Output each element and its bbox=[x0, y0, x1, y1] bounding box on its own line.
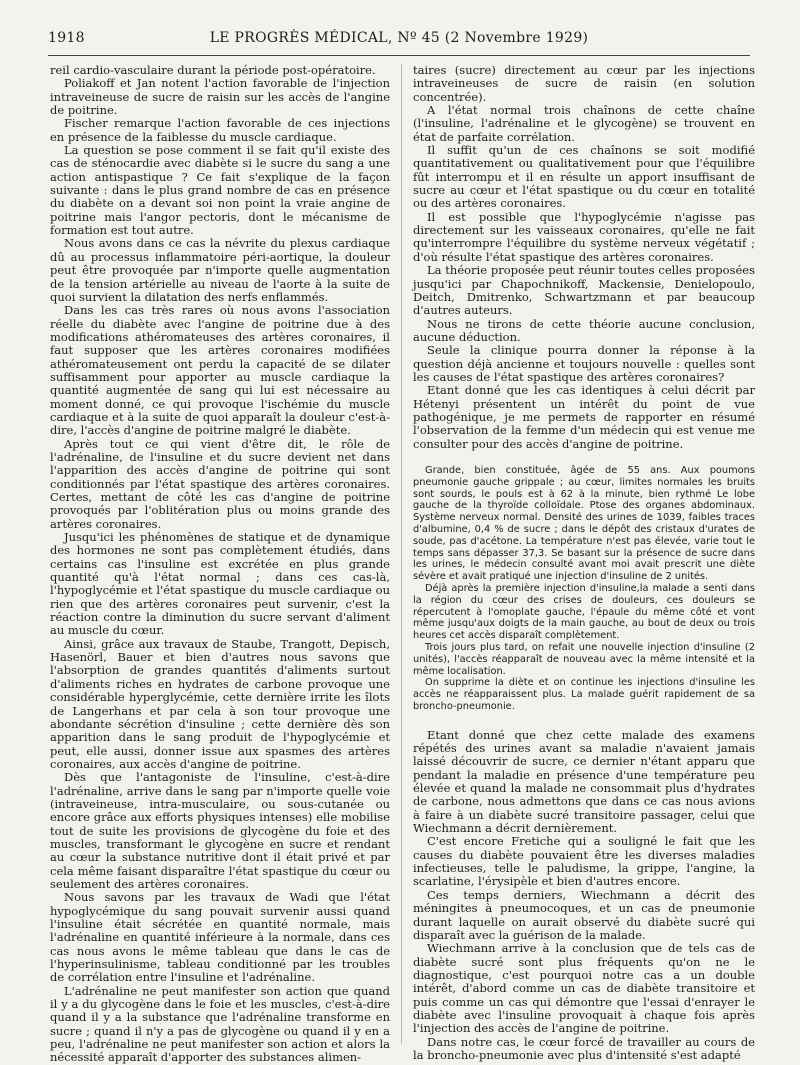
paragraph: Etant donné que chez cette malade des examens répétés des urines avant sa maladie n'avaient jamais laissé découvrir de sucre, ce dernier n'étant apparu que pendant la maladie en présence d'une température peu élevée et quand la malade ne consommait plus d'hydrates de carbone, nous admettons que dans ce cas nous avions à faire à un diabète sucré transitoire passager, celui que Wiechmann a décrit dernièrement. bbox=[413, 727, 755, 836]
paragraph: Dès que l'antagoniste de l'insuline, c'est-à-dire l'adrénaline, arrive dans le sang par n'importe quelle voie (intraveineuse, intra-musculaire, ou sous-cutanée ou encore grâce aux efforts physiques intenses) elle mobilise tout de suite les provisions de glycogène du foie et des muscles, transformant le glycogène en sucre et rendant au cœur la substance nutritive dont il était privé et par cela même faisant disparaître l'état spastique du cœur ou seulement des artères coronaires. bbox=[50, 770, 390, 891]
paragraph: Dans les cas très rares où nous avons l'association réelle du diabète avec l'angine de poitrine due à des modifications athéromateuses des artères coronaires, il faut supposer que les artères coronaires modifiées athéromateusement ont perdu la capacité de se dilater suffisamment pour apporter au muscle cardiaque la quantité augmentée de sang qui lui est nécessaire au moment donné, ce qui provoque l'ischémie du muscle cardiaque et à la suite de quoi apparaît la douleur c'est-à-dire, l'accès d'angine de poitrine malgré le diabète. bbox=[50, 303, 390, 438]
paragraph: Fischer remarque l'action favorable de ces injections en présence de la faiblesse du muscle cardiaque. bbox=[50, 116, 390, 144]
paragraph: Il suffit qu'un de ces chaînons se soit modifié quantitativement ou qualitativement pour que l'équilibre fût interrompu et il en résulte un apport insuffisant de sucre au cœur et l'état spastique ou du cœur en totalité ou des artères coronaires. bbox=[413, 143, 755, 211]
case-observation bbox=[413, 465, 755, 713]
observation-paragraph: Grande, bien constituée, âgée de 55 ans. Aux poumons pneumonie gauche grippale ; au cœur, limites normales les bruits sont sourds, le pouls est à 62 à la minute, bien rythmé Le lobe gauche de la thyroïde colloïdale. Ptose des organes abdominaux. Système nerveux normal. Densité des urines de 1039, faibles traces d'albumine, 0,4 % de sucre ; dans le dépôt des cristaux d'urates de soude, pas d'acétone. La température n'est pas élevée, varie tout le temps sans dépasser 37,3. Se basant sur la présence de sucre dans les urines, le médecin consulté avant moi avait prescrit une diète sévère et avait pratiqué une injection d'insuline de 2 unités. bbox=[413, 464, 755, 583]
paragraph: Il est possible que l'hypoglycémie n'agisse pas directement sur les vaisseaux coronaires, qu'elle ne fait qu'interrompre l'équilibre du système nerveux végétatif ; d'où résulte l'état spastique des artères coronaires. bbox=[413, 209, 755, 264]
paragraph: L'adrénaline ne peut manifester son action que quand il y a du glycogène dans le foie et les muscles, c'est-à-dire quand il y a la substance que l'adrénaline transforme en sucre ; quand il n'y a pas de glycogène ou quand il y en a peu, l'adrénaline ne peut manifester son action et alors la nécessité apparaît d'apporter des substances alimen- bbox=[50, 983, 390, 1065]
discussion-section bbox=[413, 729, 755, 1063]
paragraph: La théorie proposée peut réunir toutes celles proposées jusqu'ici par Chapochnikoff, Mackensie, Denielopoulo, Deitch, Dmitrenko, Schwartzmann et par beaucoup d'autres auteurs. bbox=[413, 263, 755, 318]
paragraph: Nous ne tirons de cette théorie aucune conclusion, aucune déduction. bbox=[413, 316, 755, 344]
paragraph: Etant donné que les cas identiques à celui décrit par Hétenyi présentent un intérêt du point de vue pathogénique, je me permets de rapporter en résumé l'observation de la femme d'un médecin qui est venue me consulter pour des accès d'angine de poitrine. bbox=[413, 383, 755, 451]
paragraph: Ces temps derniers, Wiechmann a décrit des méningites à pneumocoques, et un cas de pneumonie durant laquelle on aurait observé du diabète sucré qui disparaît avec la guérison de la malade. bbox=[413, 887, 755, 942]
observation-paragraph: On supprime la diète et on continue les injections d'insuline les accès ne réapparaissent plus. La malade guérit rapidement de sa broncho-pneumonie. bbox=[413, 677, 755, 712]
paragraph: Jusqu'ici les phénomènes de statique et de dynamique des hormones ne sont pas complètement étudiés, dans certains cas l'insuline est excrétée en plus grande quantité qu'à l'état normal ; dans ces cas-là, l'hypoglycémie et l'état spastique du muscle cardiaque ou rien que des artères coronaires peut survenir, c'est la réaction contre la diminution du sucre servant d'aliment au muscle du cœur. bbox=[50, 530, 390, 638]
paragraph: A l'état normal trois chaînons de cette chaîne (l'insuline, l'adrénaline et le glycogène) se trouvent en état de parfaite corrélation. bbox=[413, 103, 755, 144]
column-divider bbox=[401, 64, 402, 1044]
paragraph: Poliakoff et Jan notent l'action favorable de l'injection intraveineuse de sucre de raisin sur les accès de l'angine de poitrine. bbox=[50, 76, 390, 118]
paragraph: Nous savons par les travaux de Wadi que l'état hypoglycémique du sang pouvait survenir aussi quand l'insuline était sécrétée en quantité normale, mais l'adrénaline en quantité inférieure à la normale, dans ces cas nous avons le même tableau que dans le cas de l'hyperinsulinisme, tableau conditionné par les troubles de corrélation entre l'insuline et l'adrénaline. bbox=[50, 890, 390, 985]
paragraph: La question se pose comment il se fait qu'il existe des cas de sténocardie avec diabète si le sucre du sang a une action antispastique ? Ce fait s'explique de la façon suivante : dans le plus grand nombre de cas en présence du diabète on a devant soi non point la vraie angine de poitrine mais l'angor pectoris, dont le mécanisme de formation est tout autre. bbox=[50, 143, 390, 238]
paragraph: Seule la clinique pourra donner la réponse à la question déjà ancienne et toujours nouvelle : quelles sont les causes de l'état spastique des artères coronaires? bbox=[413, 343, 755, 384]
paragraph: Après tout ce qui vient d'être dit, le rôle de l'adrénaline, de l'insuline et du sucre devient net dans l'apparition des accès d'angine de poitrine qui sont conditionnés par l'état spastique des artères coronaires. Certes, mettant de côté les cas d'angine de poitrine provoqués par l'oblitération plus ou moins grande des artères coronaires. bbox=[50, 436, 390, 531]
header-rule bbox=[48, 55, 750, 56]
observation-paragraph: Déjà après la première injection d'insuline,la malade a senti dans la région du cœur des crises de douleurs, ces douleurs se répercutent à l'omoplate gauche, l'épaule du même côté et vont même jusqu'aux doigts de la main gauche, au bout de deux ou trois heures cet accès disparaît complètement. bbox=[413, 582, 755, 642]
page-number: 1918 bbox=[48, 30, 85, 46]
running-title: LE PROGRÈS MÉDICAL, Nº 45 (2 Novembre 1929) bbox=[209, 30, 589, 46]
paragraph: C'est encore Fretiche qui a souligné le fait que les causes du diabète pouvaient être les diverses maladies infectieuses, telle le paludisme, la grippe, l'angine, la scarlatine, l'érysipèle et bien d'autres encore. bbox=[413, 834, 755, 889]
paragraph: Wiechmann arrive à la conclusion que de tels cas de diabète sucré sont plus fréquents qu'on ne le diagnostique, c'est pourquoi notre cas a un double intérêt, d'abord comme un cas de diabète transitoire et puis comme un cas qui démontre que l'essai d'enrayer le diabète avec l'insuline provoquait à chaque fois après l'injection des accès de l'angine de poitrine. bbox=[413, 941, 755, 1036]
paragraph: Ainsi, grâce aux travaux de Staube, Trangott, Depisch, Hasenörl, Bauer et bien d'autres nous savons que l'absorption de grandes quantités d'aliments surtout d'aliments riches en hydrates de carbone provoque une considérable hyperglycémie, cette dernière irrite les îlots de Langerhans et par cela à son tour provoque une abondante sécrétion d'insuline ; cette dernière dès son apparition dans le sang produit de l'hypoglycémie et peut, elle aussi, donner issue aux spasmes des artères coronaires, aux accès d'angine de poitrine. bbox=[50, 636, 390, 771]
paragraph: reil cardio-vasculaire durant la période post-opératoire. bbox=[50, 63, 376, 77]
paragraph: Dans notre cas, le cœur forcé de travailler au cours de la broncho-pneumonie avec plus d'intensité s'est adapté bbox=[413, 1034, 755, 1062]
paragraph: Nous avons dans ce cas la névrite du plexus cardiaque dû au processus inflammatoire péri-aortique, la douleur peut être provoquée par n'importe quelle augmentation de la tension artérielle au niveau de l'aorte à la suite de quoi survient la dilatation des nerfs enflammés. bbox=[50, 236, 390, 304]
paragraph: taires (sucre) directement au cœur par les injections intraveineuses de sucre de raisin (en solution concentrée). bbox=[413, 63, 755, 104]
observation-paragraph: Trois jours plus tard, on refait une nouvelle injection d'insuline (2 unités), l'accès réapparaît de nouveau avec la même intensité et la même localisation. bbox=[413, 641, 755, 677]
running-header bbox=[48, 30, 750, 52]
right-column bbox=[413, 64, 755, 1062]
left-column bbox=[50, 64, 390, 1065]
